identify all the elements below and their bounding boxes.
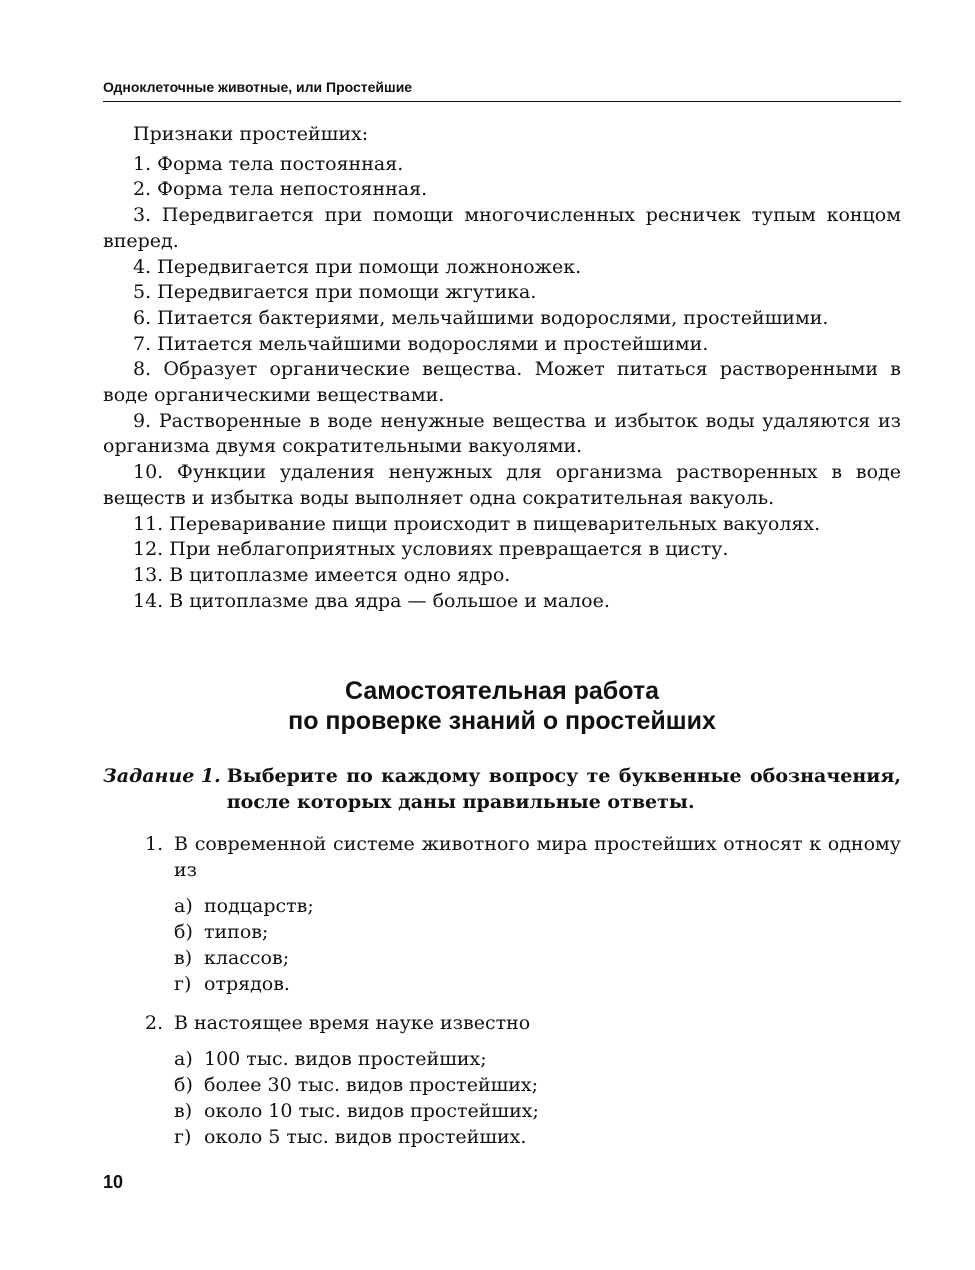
sign-item: 14. В цитоплазме два ядра — большое и малое. [133, 589, 610, 612]
running-head: Одноклеточные животные, или Простейшие [103, 78, 901, 102]
section-title-line: Самостоятельная работа [344, 677, 660, 705]
question-text: В настоящее время науке известно [174, 1012, 531, 1034]
option-letter: г) [174, 1126, 192, 1148]
option-text: классов; [204, 947, 290, 969]
question-1 [145, 831, 901, 997]
answer-options [174, 1046, 901, 1150]
sign-item: 2. Форма тела непостоянная. [133, 178, 428, 201]
task-instruction: Выберите по каждому вопросу те буквенные обозначения, после которых даны правильные ответы. [226, 765, 901, 813]
section-title [103, 676, 901, 736]
section-title-line: по проверке знаний о простейших [288, 707, 716, 735]
option-text: 100 тыс. видов простейших; [204, 1048, 487, 1070]
answer-option [174, 945, 901, 971]
option-text: типов; [204, 921, 269, 943]
sign-item: 3. Передвигается при помощи многочисленных ресничек тупым концом вперед. [103, 204, 901, 252]
question-number: 2. [145, 1012, 164, 1034]
sign-item: 13. В цитоплазме имеется одно ядро. [133, 563, 511, 586]
sign-item: 7. Питается мельчайшими водорослями и простейшими. [133, 332, 709, 355]
option-text: более 30 тыс. видов простейших; [204, 1074, 539, 1096]
answer-option [174, 1098, 901, 1124]
sign-item: 1. Форма тела постоянная. [133, 152, 404, 175]
option-letter: б) [174, 921, 193, 943]
answer-option [174, 893, 901, 919]
sign-item: 4. Передвигается при помощи ложноножек. [133, 255, 582, 278]
sign-item: 6. Питается бактериями, мельчайшими водорослями, простейшими. [133, 306, 829, 329]
option-letter: б) [174, 1074, 193, 1096]
option-text: отрядов. [204, 973, 290, 995]
option-letter: в) [174, 947, 193, 969]
task-1 [103, 763, 901, 815]
sign-item: 5. Передвигается при помощи жгутика. [133, 281, 537, 304]
answer-option [174, 1046, 901, 1072]
answer-option [174, 919, 901, 945]
option-text: около 10 тыс. видов простейших; [204, 1100, 539, 1122]
question-2 [145, 1010, 901, 1150]
option-text: около 5 тыс. видов простейших. [204, 1126, 527, 1148]
sign-item: 10. Функции удаления ненужных для организма растворенных в воде веществ и избытка воды выполняет одна сократительная вакуоль. [103, 461, 901, 509]
sign-item: 9. Растворенные в воде ненужные вещества и избыток воды удаляются из организма двумя сократительными вакуолями. [103, 409, 901, 458]
question-text: В современной системе животного мира простейших относят к одному из [174, 833, 901, 881]
sign-item: 11. Переваривание пищи происходит в пищеварительных вакуолях. [133, 512, 821, 535]
option-text: подцарств; [204, 895, 314, 917]
answer-option [174, 971, 901, 997]
option-letter: г) [174, 973, 192, 995]
answer-option [174, 1124, 901, 1150]
task-label: Задание 1. [103, 765, 221, 787]
option-letter: а) [174, 895, 193, 917]
answer-option [174, 1072, 901, 1098]
sign-item: 8. Образует органические вещества. Может питаться растворенными в воде органическими веществами. [103, 358, 901, 407]
option-letter: а) [174, 1048, 193, 1070]
signs-title: Признаки простейших: [133, 123, 369, 145]
question-number: 1. [145, 833, 164, 855]
sign-item: 12. При неблагоприятных условиях превращается в цисту. [133, 538, 729, 561]
answer-options [174, 893, 901, 997]
page-number: 10 [103, 1172, 124, 1192]
option-letter: в) [174, 1100, 193, 1122]
signs-list [103, 122, 901, 614]
